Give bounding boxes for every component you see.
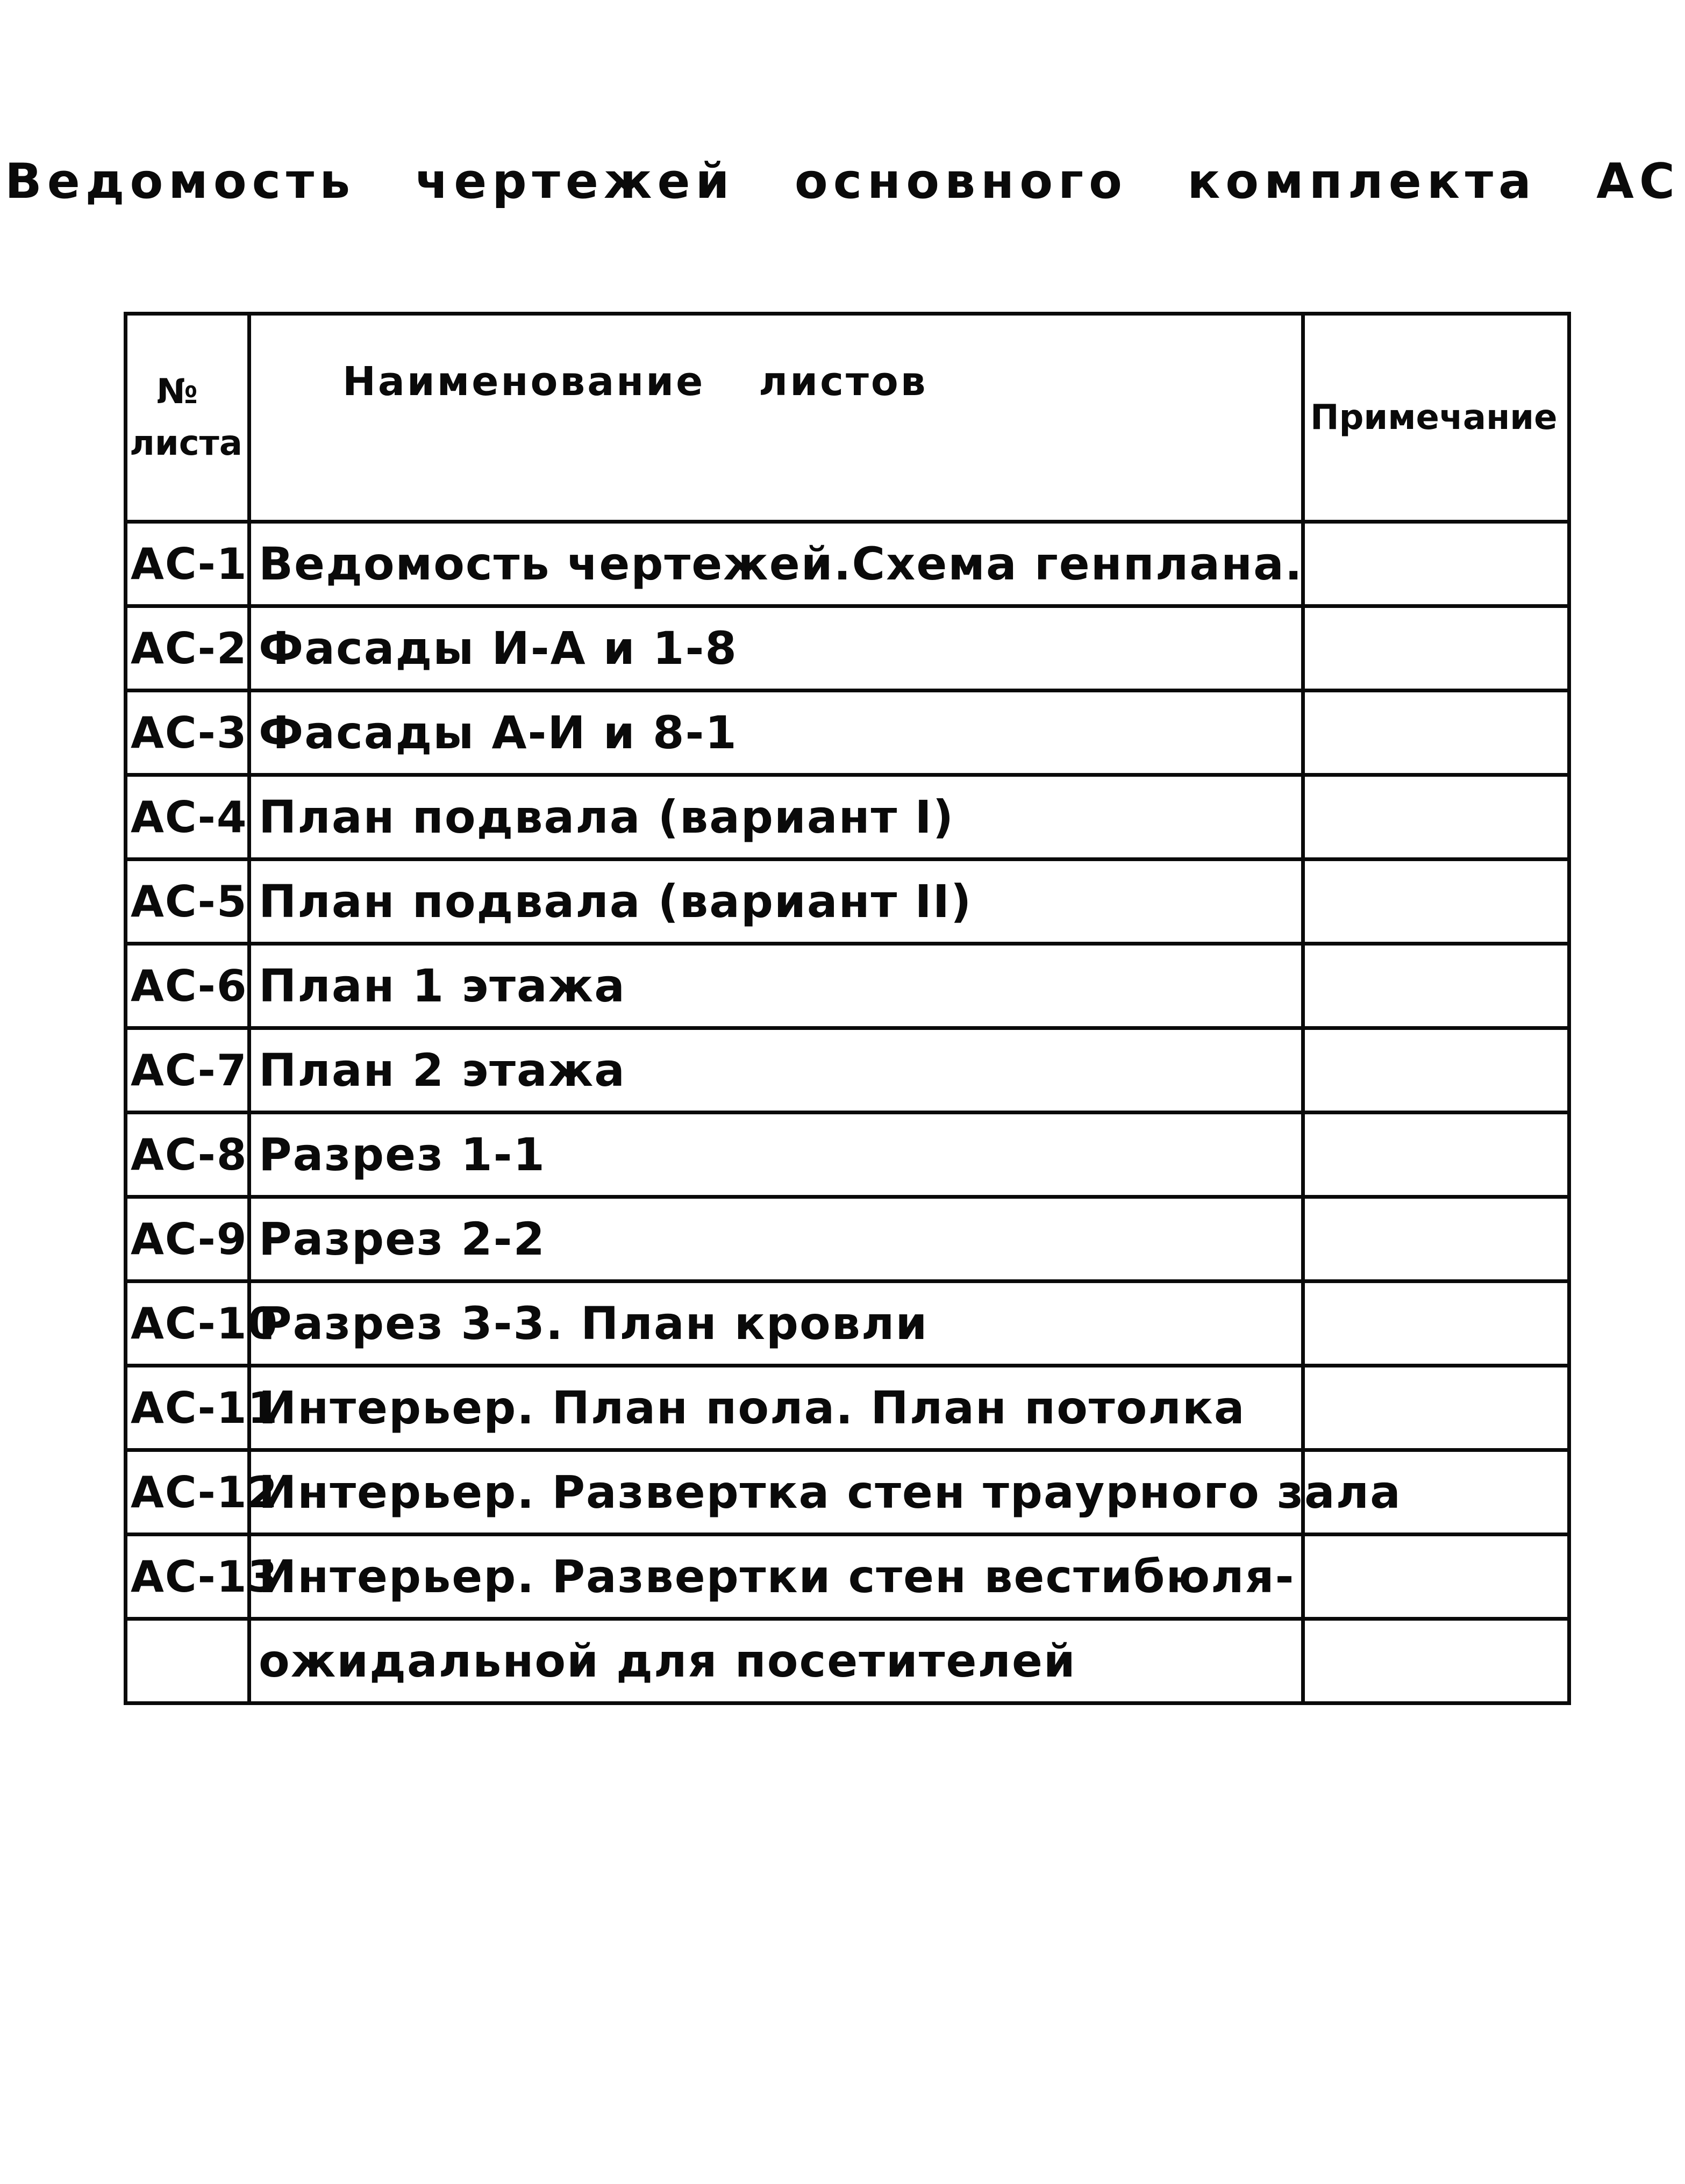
sheet-name-cell: Разрез 1-1: [249, 1113, 1303, 1197]
sheet-name-cell: Разрез 2-2: [249, 1197, 1303, 1281]
note-cell: [1303, 1197, 1569, 1281]
sheet-name-cell: План подвала (вариант II): [249, 860, 1303, 944]
header-sheet-number: [126, 314, 249, 522]
sheet-number-cell: АС-6: [126, 944, 249, 1028]
note-cell: [1303, 944, 1569, 1028]
sheet-name-cell: Фасады И-А и 1-8: [249, 606, 1303, 691]
sheet-number-cell: АС-12: [126, 1450, 249, 1535]
sheet-name-cell: Интерьер. Развертки стен вестибюля-: [249, 1535, 1303, 1619]
sheet-number-cell: АС-3: [126, 691, 249, 775]
table-row: [126, 1366, 1569, 1450]
note-cell: [1303, 1366, 1569, 1450]
sheet-number-cell: АС-11: [126, 1366, 249, 1450]
number-sign: №: [156, 372, 198, 412]
table-row: [126, 522, 1569, 606]
table-body: [126, 522, 1569, 1703]
note-cell: [1303, 1535, 1569, 1619]
table-row: [126, 1281, 1569, 1366]
table-row: [126, 691, 1569, 775]
sheet-name-cell: Разрез 3-3. План кровли: [249, 1281, 1303, 1366]
note-cell: [1303, 775, 1569, 860]
note-cell: [1303, 606, 1569, 691]
sheet-name-cell: Интерьер. План пола. План потолка: [249, 1366, 1303, 1450]
table-row: [126, 775, 1569, 860]
table-row: [126, 1450, 1569, 1535]
table-row: [126, 1028, 1569, 1113]
header-note: Примечание: [1303, 314, 1569, 522]
table-row: [126, 1619, 1569, 1703]
note-cell: [1303, 1028, 1569, 1113]
sheet-name-cell: Ведомость чертежей.Схема генплана.: [249, 522, 1303, 606]
sheet-number-cell: АС-1: [126, 522, 249, 606]
sheet-number-cell: АС-9: [126, 1197, 249, 1281]
table-row: [126, 1197, 1569, 1281]
sheet-name-cell: Фасады А-И и 8-1: [249, 691, 1303, 775]
note-cell: [1303, 1113, 1569, 1197]
header-sheet-name: Наименование листов: [249, 314, 1303, 522]
table-row: [126, 1113, 1569, 1197]
table-row: [126, 860, 1569, 944]
sheet-number-cell: АС-8: [126, 1113, 249, 1197]
sheet-number-cell: [126, 1619, 249, 1703]
sheet-number-cell: АС-7: [126, 1028, 249, 1113]
sheet-name-cell: План 2 этажа: [249, 1028, 1303, 1113]
header-sheet-number-label: листа: [130, 424, 242, 463]
sheet-name-cell: План подвала (вариант I): [249, 775, 1303, 860]
sheet-name-cell: ожидальной для посетителей: [249, 1619, 1303, 1703]
sheet-number-cell: АС-13: [126, 1535, 249, 1619]
sheet-number-cell: АС-5: [126, 860, 249, 944]
sheet-number-cell: АС-4: [126, 775, 249, 860]
table-row: [126, 1535, 1569, 1619]
note-cell: [1303, 691, 1569, 775]
sheet-number-cell: АС-10: [126, 1281, 249, 1366]
sheet-name-cell: План 1 этажа: [249, 944, 1303, 1028]
note-cell: [1303, 522, 1569, 606]
page-title: Ведомость чертежей основного комплекта АС: [5, 153, 1680, 210]
table-row: [126, 606, 1569, 691]
note-cell: [1303, 860, 1569, 944]
table-header-row: [126, 314, 1569, 522]
note-cell: [1303, 1619, 1569, 1703]
table-row: [126, 944, 1569, 1028]
sheet-number-cell: АС-2: [126, 606, 249, 691]
sheet-name-cell: Интерьер. Развертка стен траурного зала: [249, 1450, 1303, 1535]
note-cell: [1303, 1281, 1569, 1366]
drawings-list-table: [124, 312, 1571, 1705]
